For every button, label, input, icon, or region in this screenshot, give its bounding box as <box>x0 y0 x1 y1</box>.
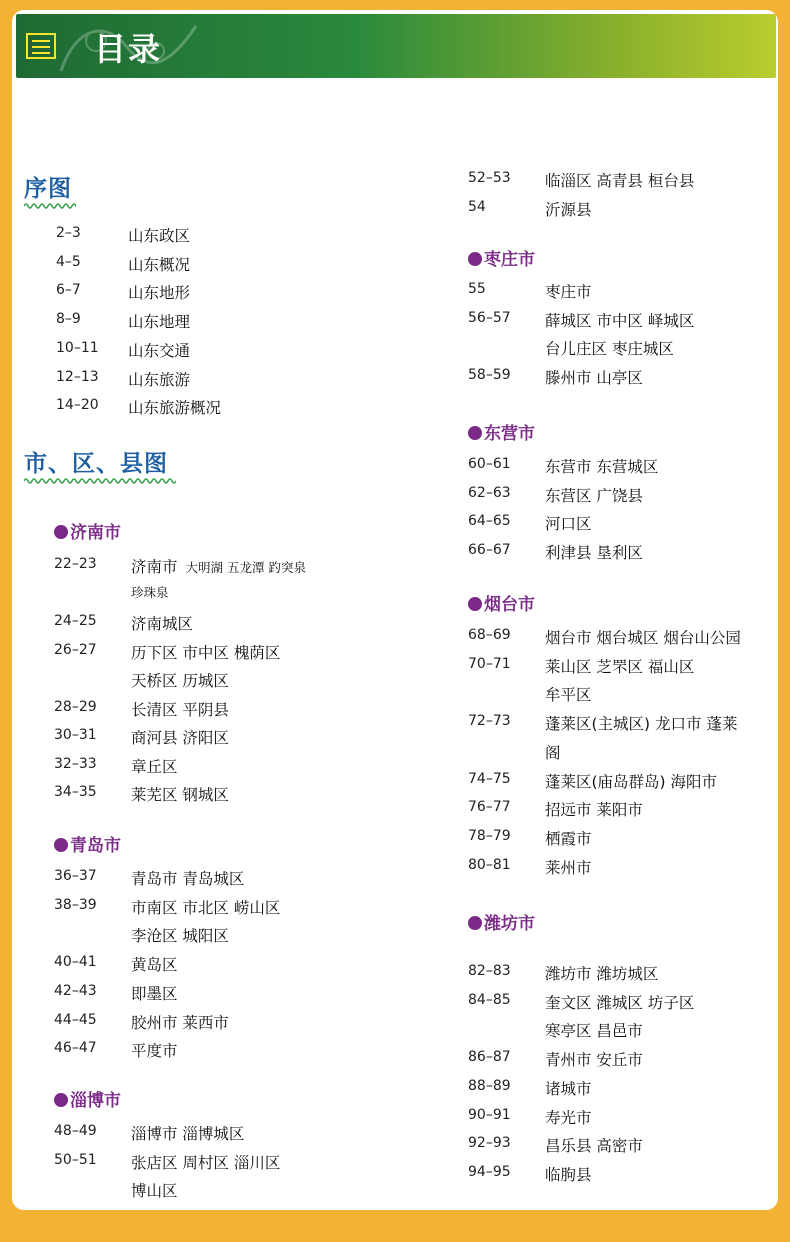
map-entry <box>545 169 694 191</box>
map-entry <box>128 339 190 361</box>
map-entry <box>545 962 658 984</box>
entry-name: 青州市 安丘市 <box>545 1051 643 1070</box>
map-entry <box>545 484 643 506</box>
map-entry <box>131 867 244 889</box>
map-entry <box>545 683 592 705</box>
page-range: 52–53 <box>468 170 511 186</box>
map-entry <box>131 698 229 720</box>
entry-name: 山东旅游概况 <box>128 399 222 418</box>
map-entry <box>545 309 694 331</box>
city-name: 潍坊市 <box>484 914 535 934</box>
map-entry <box>131 669 229 691</box>
page-range: 72–73 <box>468 713 511 730</box>
entry-name: 山东交通 <box>128 341 191 360</box>
page-range: 68–69 <box>468 627 511 643</box>
entry-name: 山东地形 <box>128 284 191 303</box>
page-range: 4–5 <box>56 253 81 270</box>
entry-name: 寿光市 <box>545 1108 592 1127</box>
entry-name: 青岛市 青岛城区 <box>131 870 245 888</box>
map-entry <box>545 455 658 477</box>
entry-name: 济南市 <box>131 558 178 576</box>
page-range: 34–35 <box>54 784 97 800</box>
page-range: 36–37 <box>54 868 97 884</box>
bullet-dot-icon <box>468 426 482 440</box>
map-entry <box>545 337 674 359</box>
entry-name: 阁 <box>545 743 561 762</box>
page-range: 82–83 <box>468 963 511 979</box>
entry-name: 潍坊市 潍坊城区 <box>545 965 659 983</box>
city-heading <box>468 909 535 934</box>
page-range: 66–67 <box>468 542 511 559</box>
map-entry <box>545 741 561 763</box>
entry-name: 平度市 <box>131 1042 178 1061</box>
list-icon <box>26 33 56 59</box>
city-heading <box>54 1086 121 1111</box>
city-name: 济南市 <box>70 523 121 543</box>
map-entry <box>131 755 178 777</box>
map-entry <box>131 1122 244 1144</box>
map-entry <box>128 281 190 303</box>
entry-name: 莱山区 芝罘区 福山区 <box>545 657 695 676</box>
bullet-dot-icon <box>54 1093 68 1107</box>
entry-name: 山东概况 <box>128 255 191 274</box>
map-entry <box>128 224 190 246</box>
page-range: 60–61 <box>468 456 511 472</box>
entry-name: 历下区 市中区 槐荫区 <box>131 644 281 662</box>
map-entry <box>545 712 737 734</box>
page-range: 10–11 <box>56 339 99 356</box>
map-entry <box>128 253 190 275</box>
page-range: 62–63 <box>468 484 511 501</box>
entry-name: 即墨区 <box>131 984 178 1003</box>
map-entry <box>545 655 694 677</box>
page-range: 88–89 <box>468 1077 511 1094</box>
entry-name: 胶州市 莱西市 <box>131 1013 229 1032</box>
map-entry <box>545 280 592 302</box>
map-entry <box>128 368 190 390</box>
entry-name: 山东政区 <box>128 227 191 245</box>
city-heading <box>54 831 121 856</box>
map-entry <box>131 953 178 975</box>
page-range: 44–45 <box>54 1011 97 1028</box>
page-range: 8–9 <box>56 311 81 328</box>
entry-name: 寒亭区 昌邑市 <box>545 1022 643 1041</box>
page-range: 84–85 <box>468 991 511 1008</box>
entry-name: 天桥区 历城区 <box>131 672 229 690</box>
page-range: 30–31 <box>54 727 97 743</box>
entry-name: 市南区 市北区 崂山区 <box>131 898 281 917</box>
bullet-dot-icon <box>54 525 68 539</box>
map-entry <box>131 1011 229 1033</box>
map-entry <box>131 982 178 1004</box>
page-range: 64–65 <box>468 513 511 530</box>
city-name: 枣庄市 <box>484 250 535 270</box>
entry-name: 河口区 <box>545 515 592 534</box>
entry-name: 张店区 周村区 淄川区 <box>131 1153 281 1172</box>
page-range: 2–3 <box>56 225 81 241</box>
entry-name: 烟台市 烟台城区 烟台山公园 <box>545 629 741 647</box>
wavy-underline <box>24 202 76 210</box>
map-entry <box>545 856 592 878</box>
page-range: 14–20 <box>56 397 99 414</box>
section-title: 市、区、县图 <box>24 451 168 477</box>
city-heading <box>468 590 535 615</box>
map-entry <box>545 626 741 648</box>
page-range: 32–33 <box>54 756 97 772</box>
entry-name: 莱芜区 钢城区 <box>131 786 229 804</box>
map-entry <box>131 583 169 601</box>
map-entry <box>545 991 694 1013</box>
entry-name: 东营区 广饶县 <box>545 486 643 505</box>
map-entry <box>131 924 229 946</box>
page-range: 80–81 <box>468 856 511 873</box>
page-range: 46–47 <box>54 1040 97 1057</box>
bullet-dot-icon <box>54 838 68 852</box>
entry-name: 东营市 东营城区 <box>545 458 659 476</box>
section-title: 序图 <box>24 176 72 202</box>
map-entry <box>131 726 229 748</box>
entry-name: 淄博市 淄博城区 <box>131 1125 245 1143</box>
page-range: 74–75 <box>468 770 511 787</box>
entry-name: 牟平区 <box>545 686 592 705</box>
entry-name: 莱州市 <box>545 858 592 877</box>
page-range: 22–23 <box>54 556 97 572</box>
bullet-dot-icon <box>468 916 482 930</box>
map-entry <box>128 310 190 332</box>
map-entry <box>131 783 229 805</box>
map-entry <box>545 798 643 820</box>
entry-name: 山东旅游 <box>128 370 191 389</box>
page-title: 目录 <box>94 30 163 68</box>
entry-name: 临朐县 <box>545 1165 592 1184</box>
page-range: 58–59 <box>468 367 511 384</box>
entry-name: 临淄区 高青县 桓台县 <box>545 172 695 190</box>
map-entry <box>131 896 280 918</box>
page-range: 50–51 <box>54 1151 97 1168</box>
entry-name: 蓬莱区(主城区) 龙口市 蓬莱 <box>545 715 738 734</box>
map-entry <box>545 1106 592 1128</box>
entry-sub: 珍珠泉 <box>131 585 169 600</box>
entry-name: 李沧区 城阳区 <box>131 927 229 946</box>
map-entry <box>131 1151 280 1173</box>
page-range: 92–93 <box>468 1135 511 1152</box>
page-range: 90–91 <box>468 1106 511 1123</box>
entry-name: 枣庄市 <box>545 283 592 301</box>
page-range: 12–13 <box>56 368 99 385</box>
map-entry <box>131 641 280 663</box>
wavy-underline <box>24 477 176 485</box>
page-range: 26–27 <box>54 642 97 658</box>
entry-name: 黄岛区 <box>131 956 178 975</box>
page-range: 70–71 <box>468 655 511 672</box>
entry-name: 栖霞市 <box>545 829 592 848</box>
map-entry <box>545 770 717 792</box>
entry-name: 诸城市 <box>545 1079 592 1098</box>
page-range: 94–95 <box>468 1163 511 1180</box>
entry-name: 招远市 莱阳市 <box>545 801 643 820</box>
header-banner <box>16 14 776 78</box>
entry-name: 博山区 <box>131 1182 178 1201</box>
map-entry <box>545 198 592 220</box>
city-name: 烟台市 <box>484 595 535 615</box>
page-range: 40–41 <box>54 954 97 971</box>
page-range: 42–43 <box>54 982 97 999</box>
entry-name: 沂源县 <box>545 200 592 219</box>
entry-name: 台儿庄区 枣庄城区 <box>545 340 674 359</box>
map-entry <box>131 555 306 577</box>
entry-name: 长清区 平阴县 <box>131 701 229 719</box>
map-entry <box>545 1077 592 1099</box>
entry-name: 奎文区 潍城区 坊子区 <box>545 993 695 1012</box>
map-entry <box>131 612 193 634</box>
map-entry <box>545 541 643 563</box>
page-range: 38–39 <box>54 896 97 913</box>
page-range: 24–25 <box>54 613 97 629</box>
page-range: 86–87 <box>468 1049 511 1066</box>
city-name: 青岛市 <box>70 836 121 856</box>
page-range: 78–79 <box>468 827 511 844</box>
entry-name: 蓬莱区(庙岛群岛) 海阳市 <box>545 772 718 791</box>
map-entry <box>131 1039 178 1061</box>
map-entry <box>545 1048 643 1070</box>
entry-name: 利津县 垦利区 <box>545 544 643 563</box>
page-range: 28–29 <box>54 699 97 715</box>
map-entry <box>545 1163 592 1185</box>
city-heading <box>468 245 535 270</box>
city-heading <box>54 518 121 543</box>
map-entry <box>131 1179 178 1201</box>
map-entry <box>545 1134 643 1156</box>
map-entry <box>545 827 592 849</box>
entry-name: 山东地理 <box>128 313 191 332</box>
page-range: 48–49 <box>54 1123 97 1139</box>
bullet-dot-icon <box>468 252 482 266</box>
page-range: 55 <box>468 281 486 297</box>
entry-name: 薛城区 市中区 峄城区 <box>545 311 695 330</box>
entry-sub: 大明湖 五龙潭 趵突泉 <box>185 560 306 575</box>
entry-name: 滕州市 山亭区 <box>545 369 643 388</box>
map-entry <box>545 1019 643 1041</box>
map-entry <box>128 396 221 418</box>
entry-name: 章丘区 <box>131 758 178 776</box>
entry-name: 商河县 济阳区 <box>131 729 229 747</box>
entry-name: 济南城区 <box>131 615 194 633</box>
city-name: 东营市 <box>484 424 535 444</box>
bullet-dot-icon <box>468 597 482 611</box>
map-entry <box>545 512 592 534</box>
city-heading <box>468 419 535 444</box>
page-range: 54 <box>468 198 486 215</box>
page-range: 6–7 <box>56 282 81 299</box>
city-name: 淄博市 <box>70 1091 121 1111</box>
entry-name: 昌乐县 高密市 <box>545 1137 643 1156</box>
map-entry <box>545 366 643 388</box>
page-range: 76–77 <box>468 799 511 816</box>
page-range: 56–57 <box>468 309 511 326</box>
